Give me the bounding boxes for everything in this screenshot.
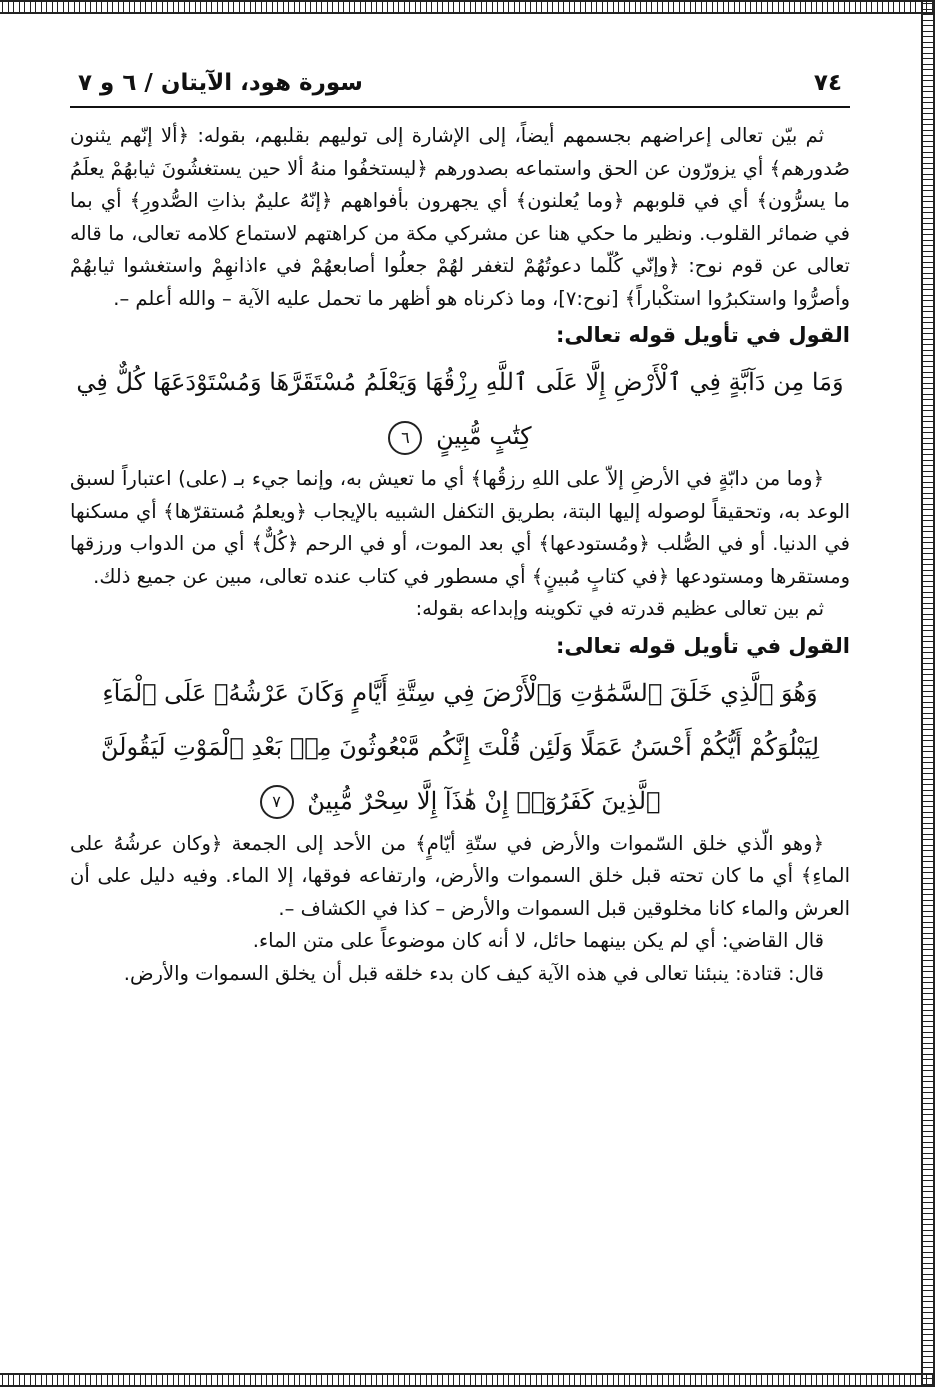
ayah-number-6: ٦: [388, 421, 422, 455]
right-border: [921, 0, 935, 1387]
paragraph-4: ﴿وهو الّذي خلق السّموات والأرض في ستّةِ أيّامٍ﴾ من الأحد إلى الجمعة ﴿وكان عرشُهُ على الماءِ﴾ أي ما كان تحته قبل خلق السموات والأرض، وارتفاعه فوقها، إلا الماء. وفيه دليل على أن العرش والماء كانا مخلوقين قبل السموات والأرض – كذا في الكشاف –.: [70, 831, 850, 920]
paragraph-2: ﴿وما من دابّةٍ في الأرضِ إلاّ على اللهِ رزقُها﴾ أي ما تعيش به، وإنما جيء بـ (على) اعتباراً لسبق الوعد به، وتحقيقاً لوصوله إليها البتة، بطريق التكفل الشبيه بالإيجاب ﴿ويعلمُ مُستقرّها﴾ أي مسكنها في الدنيا. أو في الصُّلب ﴿ومُستودعها﴾ أي بعد الموت، أو في الرحم ﴿كُلٌّ﴾ أي من الدواب ورزقها ومستقرها ومستودعها ﴿في كتابٍ مُبينٍ﴾ أي مسطور في كتاب عنده تعالى، مبين عن جميع ذلك.: [70, 467, 850, 588]
bottom-border: [0, 1373, 935, 1387]
paragraph-1: ثم بيّن تعالى إعراضهم بجسمهم أيضاً، إلى الإشارة إلى توليهم بقلبهم، بقوله: ﴿ألا إنّهم يثنون صُدورهم﴾ أي يزورّون عن الحق واستماعه بصدورهم ﴿ليستخفُوا منهُ ألا حين يستغشُونَ ثيابهُمْ يعلَمُ ما يسرُّون﴾ أي في قلوبهم ﴿وما يُعلنون﴾ أي يجهرون بأفواههم ﴿إنّهُ عليمٌ بذاتِ الصُّدورِ﴾ أي بما في ضمائر القلوب. ونظير ما حكي هنا عن مشركي مكة من كراهتهم لاستماع كلامه تعالى، ما قاله تعالى عن قوم نوح: ﴿وإنّي كُلّما دعوتُهُمْ لتغفر لهُمْ جعلُوا أصابعهُمْ في ءاذانهِمْ واستغشوا ثيابهُمْ وأصرُّوا واستكبرُوا استكْباراً﴾ [نوح:٧]، وما ذكرناه هو أظهر ما تحمل عليه الآية – والله أعلم –.: [70, 124, 850, 310]
section-heading-1: القول في تأويل قوله تعالى:: [556, 323, 850, 347]
page-header: [70, 64, 850, 108]
page-title: سورة هود، الآيتان / ٦ و ٧: [78, 70, 363, 96]
page-body: [70, 64, 850, 990]
top-border: [0, 0, 935, 14]
ayah-number-7: ٧: [260, 785, 294, 819]
paragraph-3: ثم بين تعالى عظيم قدرته في تكوينه وإبداعه بقوله:: [415, 597, 824, 620]
section-heading-2: القول في تأويل قوله تعالى:: [556, 633, 850, 658]
verse-text: وَهُوَ ٱلَّذِي خَلَقَ ٱلسَّمَٰوَٰتِ وَٱلْأَرْضَ فِي سِتَّةِ أَيَّامٍ وَكَانَ عَرْشُهُۥ عَلَى ٱلْمَآءِ لِيَبْلُوَكُمْ أَيُّكُمْ أَحْسَنُ عَمَلًا وَلَئِن قُلْتَ إِنَّكُم مَّبْعُوثُونَ مِنۢ بَعْدِ ٱلْمَوْتِ لَيَقُولَنَّ ٱلَّذِينَ كَفَرُوٓا۟ إِنْ هَٰذَآ إِلَّا سِحْرٌ مُّبِينٌ: [100, 678, 820, 815]
paragraph-5: قال القاضي: أي لم يكن بينهما حائل، لا أنه كان موضوعاً على متن الماء.: [252, 929, 824, 952]
page-number: ٧٤: [813, 70, 842, 96]
quran-verse-6: [70, 355, 850, 463]
verse-text: وَمَا مِن دَآبَّةٍ فِي ٱلْأَرْضِ إِلَّا عَلَى ٱللَّهِ رِزْقُهَا وَيَعْلَمُ مُسْتَقَرَّهَا وَمُسْتَوْدَعَهَا كُلٌّ فِي كِتَٰبٍ مُّبِينٍ: [76, 368, 844, 450]
quran-verse-7: [70, 666, 850, 828]
paragraph-6: قال: قتادة: ينبئنا تعالى في هذه الآية كيف كان بدء خلقه قبل أن يخلق السموات والأرض.: [123, 961, 824, 985]
